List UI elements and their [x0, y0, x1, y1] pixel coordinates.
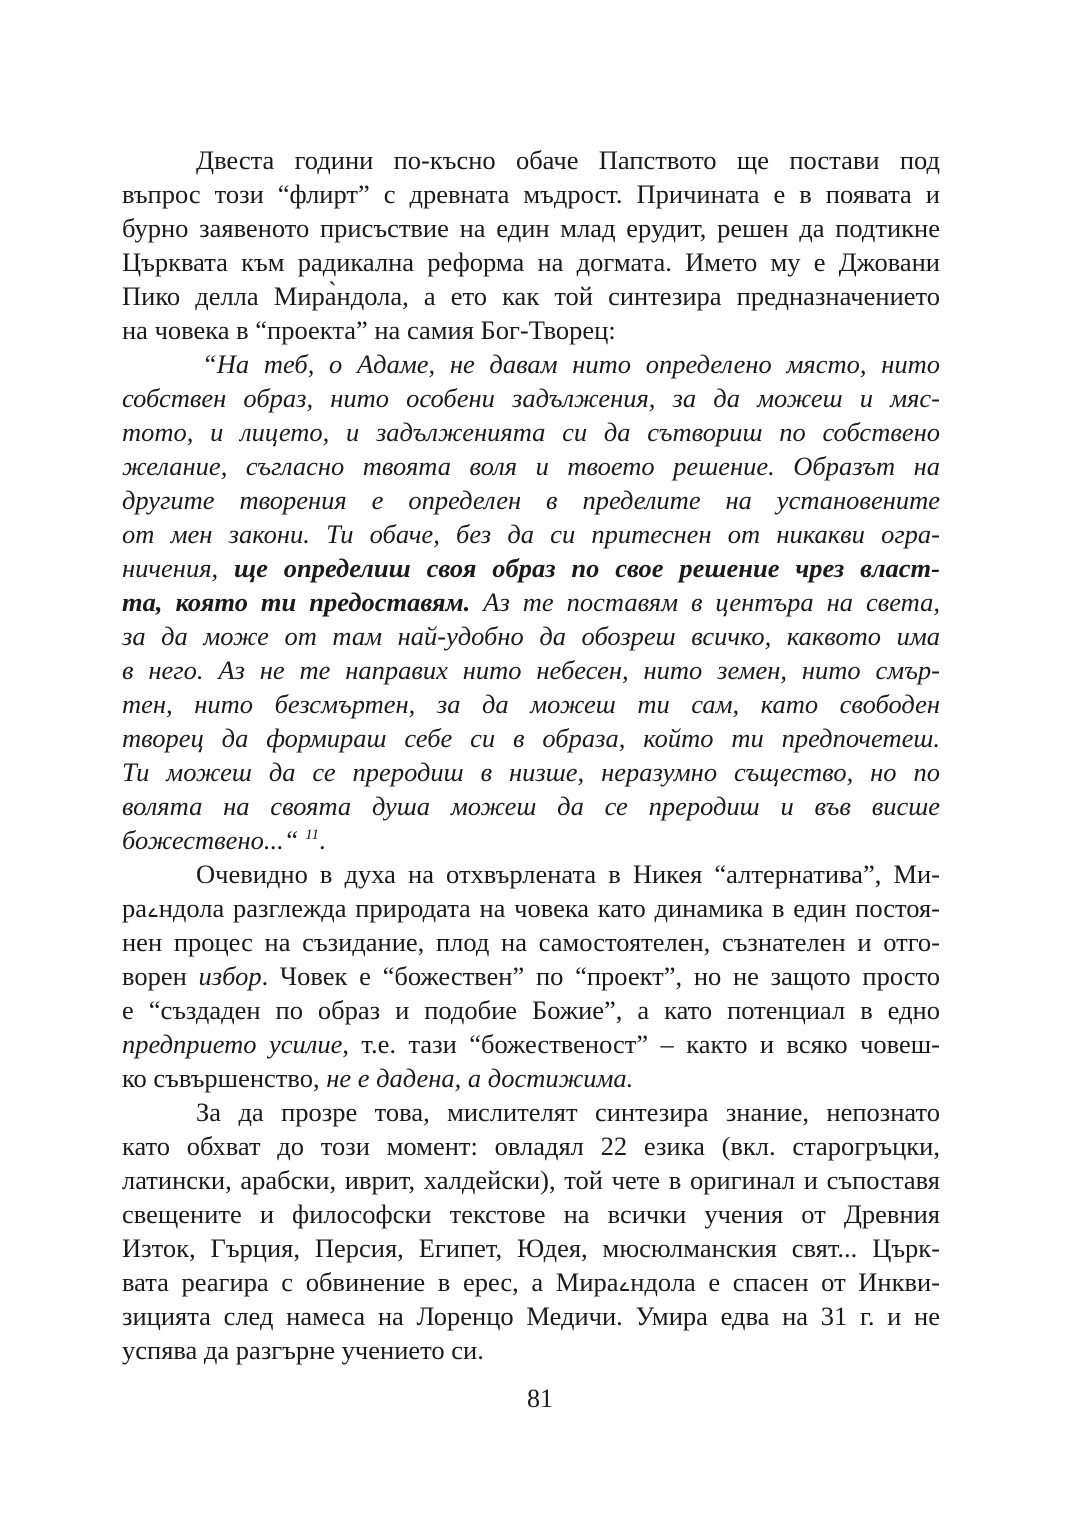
quote-emphasis: та, която ти предоставям.	[122, 587, 471, 617]
text-line: Двеста години по-късно обаче Папството ще постави под	[196, 145, 940, 175]
page-body	[122, 143, 940, 1367]
quote-line: в него. Аз не те направих нито небесен, нито земен, нито смър-	[122, 655, 940, 685]
text-line: успява да разгърне учението си.	[122, 1335, 484, 1365]
quote-line	[122, 823, 940, 857]
quote-line: Ти можеш да се преродиш в низше, неразумно същество, но по	[122, 757, 940, 787]
text-line: зицията след намеса на Лоренцо Медичи. Умира едва на 31 г. и не	[122, 1301, 940, 1331]
paragraph-analysis	[122, 857, 940, 1095]
quote-line: тото, и лицето, и задълженията си да сътвориш по собствено	[122, 417, 940, 447]
quote-line: собствен образ, нито особени задължения, за да можеш и мяс-	[122, 383, 940, 413]
quote-line: тен, нито безсмъртен, за да можеш ти сам, като свободен	[122, 689, 940, 719]
text-line: Църквата към радикална реформа на догмата. Името му е Джовани	[122, 247, 940, 277]
quote-line: волята на своята душа можеш да се преродиш и във висше	[122, 791, 940, 821]
page-number: 81	[527, 1384, 553, 1413]
text-line: За да прозре това, мислителят синтезира знание, непознато	[196, 1097, 940, 1127]
quote-text: божествено...“	[122, 825, 306, 855]
text-line: Пико делла Мира̀ндола, а ето как той синтезира предназначението	[122, 281, 940, 311]
text-line: латински, арабски, иврит, халдейски), той чете в оригинал и съпоставя	[122, 1165, 940, 1195]
text-line: нен процес на съзидание, плод на самостоятелен, съзнателен и отго-	[122, 927, 940, 957]
text-line: Очевидно в духа на отхвърлената в Никея “алтернатива”, Ми-	[196, 859, 940, 889]
quote-end-period: .	[318, 825, 326, 855]
emphasis-text: предприето усилие	[122, 1029, 343, 1059]
quote-line: творец да формираш себе си в образа, който ти предпочетеш.	[122, 723, 940, 753]
quote-line: желание, съгласно твоята воля и твоето решение. Образът на	[122, 451, 940, 481]
text-line: вата реагира с обвинение в ерес, а Мираࡉндола е спасен от Инкви-	[122, 1267, 940, 1297]
quote-line: от мен закони. Ти обаче, без да си притеснен от никакви огра-	[122, 519, 940, 549]
text-line: Изток, Гърция, Персия, Египет, Юдея, мюсюлманския свят... Църк-	[122, 1233, 940, 1263]
text-line: свещените и философски текстове на всички учения от Древния	[122, 1199, 940, 1229]
quote-text: Аз те поставям в центъра на света,	[470, 587, 941, 617]
emphasis-text: избор	[198, 961, 262, 991]
footnote-reference: 11	[305, 827, 319, 844]
quote-line: за да може от там най-удобно да обозреш всичко, каквото има	[122, 621, 940, 651]
text-segment: ко съвършенство,	[122, 1063, 327, 1093]
quotation	[122, 347, 940, 857]
text-line: като обхват до този момент: овладял 22 езика (вкл. старогръцки,	[122, 1131, 940, 1161]
emphasis-text: не е дадена, а достижима.	[326, 1063, 634, 1093]
text-line	[122, 1027, 940, 1061]
quote-emphasis: ще определиш своя образ по свое решение чрез власт-	[234, 553, 940, 583]
quote-line: “На теб, о Адаме, не давам нито определено място, нито	[202, 349, 940, 379]
text-line: въпрос този “флирт” с древната мъдрост. Причината е в появата и	[122, 179, 940, 209]
quote-line	[122, 585, 940, 619]
paragraph-intro	[122, 143, 940, 347]
text-line: бурно заявеното присъствие на един млад ерудит, решен да подтикне	[122, 213, 940, 243]
text-line	[122, 959, 940, 993]
text-line: раࡉндола разглежда природата на човека като динамика в един постоя-	[122, 893, 940, 923]
text-segment: . Човек е “божествен” по “проект”, но не защото просто	[261, 961, 940, 991]
text-line	[122, 1061, 940, 1095]
quote-line: другите творения е определен в пределите на установените	[122, 485, 940, 515]
quote-line	[122, 551, 940, 585]
text-segment: , т.е. тази “божественост” – както и всяко човеш-	[342, 1029, 940, 1059]
paragraph-biography	[122, 1095, 940, 1367]
text-line: е “създаден по образ и подобие Божие”, а като потенциал в едно	[122, 995, 940, 1025]
quote-text: ничения,	[122, 553, 235, 583]
text-line: на човека в “проекта” на самия Бог-Творец:	[122, 315, 616, 345]
text-segment: ворен	[122, 961, 199, 991]
